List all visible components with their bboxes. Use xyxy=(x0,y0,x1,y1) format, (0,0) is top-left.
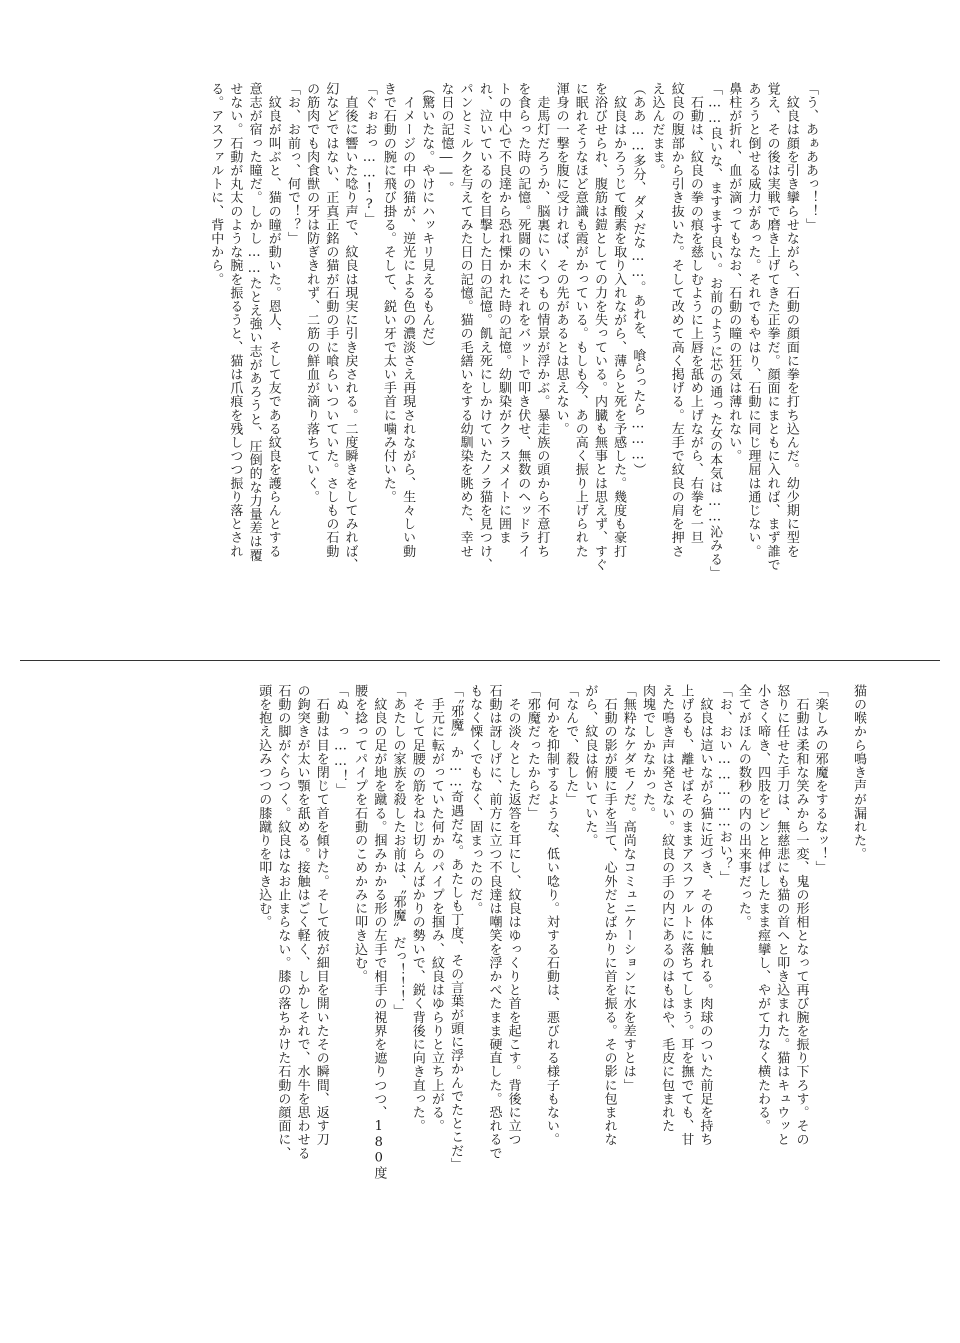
text-line: 「ぬ、っ……！」 xyxy=(332,684,348,797)
text-line: 全てがほんの数秒の内の出来事だった。 xyxy=(735,684,751,929)
text-line: あろうと倒せる威力があった。それでもやはり、石動に同じ理屈は通じない。 xyxy=(745,82,761,558)
text-line: 「ぐぉおっ……!?」 xyxy=(361,82,377,226)
text-line: 石動の脚がぐらつく。紋良はなお止まらない。膝の落ちかけた石動の顔面に、 xyxy=(275,684,291,1160)
text-line: もなく慄くでもなく、固まったのだ。 xyxy=(467,684,483,916)
text-line: を食らった時の記憶。死闘の末にそれをバットで叩き伏せ、無数のヘッドライ xyxy=(515,82,531,558)
text-line: 腰を捻ってパイプを石動のこめかみに叩き込む。 xyxy=(352,684,368,984)
text-line: を浴びせられ、腹筋は鎧としての力を失っている。内臓も無事とは思えず、すぐ xyxy=(591,82,607,572)
text-line: トの中心で不良達から恐れ慄かれた時の記憶。幼馴染がクラスメイトに囲ま xyxy=(496,82,511,545)
text-line: 石動は、紋良の拳の痕を慈しむように上唇を舐め上げながら、右拳を一旦 xyxy=(687,82,703,545)
text-line: 「無粋なケダモノだ。高尚なコミュニケーションに水を差すとは」 xyxy=(620,684,636,1092)
text-line: 「楽しみの邪魔をするなッ！」 xyxy=(812,684,828,875)
text-line: 上げるも、離せばそのままアスファルトに落ちてしまう。耳を撫でても、甘 xyxy=(678,684,694,1147)
text-line: 紋良の腹部から引き抜いた。そして改めて高く掲げる。左手で紋良の肩を押さ xyxy=(668,82,684,558)
text-line: 直後に響いた唸り声で、紋良は現実に引き戻される。二度瞬きをしてみれば、 xyxy=(342,82,358,572)
text-line: 石動の影が腰に手を当て、心外だとばかりに首を振る。その影に包まれな xyxy=(601,684,617,1147)
text-line: 紋良はかろうじて酸素を取り入れながら、薄らと死を予感した。幾度も豪打 xyxy=(611,82,627,558)
text-line: がら、紋良は俯いていた。 xyxy=(582,684,598,848)
text-line: その淡々とした返答を耳にし、紋良はゆっくりと首を起こす。背後に立つ xyxy=(505,684,521,1147)
text-line: イメージの中の猫が、逆光による色の濃淡さえ再現されながら、生々しい動 xyxy=(400,82,416,558)
text-line xyxy=(830,684,849,1236)
section-divider xyxy=(20,660,940,661)
text-line: パンとミルクを与えてみた日の記憶。猫の毛繕いをする幼馴染を眺めた、幸せ xyxy=(457,82,473,558)
text-line: に眠れそうなほど意識も霞がかっている。もしも今、あの高く振り上げられた xyxy=(572,82,588,558)
text-line: え込んだまま。 xyxy=(649,82,665,178)
text-line: （ああ……多分、ダメだな……。あれを、喰らったら………） xyxy=(630,82,646,477)
text-line: 石動は目を閉じて首を傾けた。そして彼が細目を開いたその瞬間、返す刀 xyxy=(313,684,329,1147)
text-line: 何かを抑制するような、低い唸り。対する石動は、悪びれる様子もない。 xyxy=(544,684,559,1147)
text-line: そして足腰の筋をねじ切らんばかりの勢いで、鋭く背後に向き直った。 xyxy=(409,684,425,1133)
text-line: えた鳴き声は発さない。紋良の手の内にあるのはもはや、毛皮に包まれた xyxy=(659,684,675,1133)
text-line: 鼻柱が折れ、血が滴ってもなお、石動の瞳の狂気は薄れない。 xyxy=(726,82,742,463)
text-line: る。アスファルトに、背中から。 xyxy=(208,82,224,286)
text-line: 走馬灯だろうか、脳裏にいくつもの情景が浮かぶ。暴走族の頭から不意打ち xyxy=(534,82,550,558)
text-line: せない。石動が丸太のような腕を振るうと、猫は爪痕を残しつつ振り落とされ xyxy=(227,82,243,558)
text-line: 「〝邪魔〟か……奇遇だな。あたしも丁度、その言葉が頭に浮かんでたとこだ」 xyxy=(448,684,464,1172)
text-line: 石動は訝しげに、前方に立つ不良達は嘲笑を浮かべたまま硬直した。恐れるで xyxy=(486,684,502,1160)
text-line: 「……良いな、ますます良い。お前のように芯の通った女の本気は……沁みる」 xyxy=(707,82,723,580)
text-line: 「お、おい……………おい？」 xyxy=(716,684,732,885)
text-line: 怒りに任せた手刀は、無慈悲にも猫の首へと叩き込まれた。猫はキュウッと xyxy=(774,684,790,1147)
text-line: 「お、お前っ、何で！？」 xyxy=(284,82,300,246)
text-line: の筋肉でも肉食獣の牙は防ぎきれず、二筋の鮮血が滴り落ちていく。 xyxy=(304,82,320,504)
text-line: 「邪魔だったからだ」 xyxy=(524,684,540,820)
text-line: 肉塊でしかなかった。 xyxy=(639,684,655,820)
text-line: 意志が宿った瞳だ。しかし……たとえ強い志があろうと、圧倒的な力量差は覆 xyxy=(246,82,262,562)
text-line: 小さく啼き、四肢をピンと伸ばしたまま痙攣し、やがて力なく横たわる。 xyxy=(755,684,771,1133)
text-line: 石動は柔和な笑みから一変、鬼の形相となって再び腕を振り下ろす。その xyxy=(793,684,809,1147)
upper-text-block xyxy=(120,82,820,634)
text-line: 渾身の一撃を腹に受ければ、その先があるとは思えない。 xyxy=(553,82,569,436)
text-line: 覚え、その後は実戦で磨き上げてきた正拳だ。顔面にまともに入れば、まず誰で xyxy=(764,82,780,572)
text-line: 紋良は這いながら猫に近づき、その体に触れる。肉球のついた前足を持ち xyxy=(697,684,713,1147)
text-line: 手元に転がっていた何かのパイプを掴み、紋良はゆらりと立ち上がる。 xyxy=(428,684,444,1133)
text-line: 幻などではない、正真正銘の猫が石動の手に喰らいついていた。さしもの石動 xyxy=(323,82,339,558)
text-line: きで石動の腕に飛び掛る。そして、鋭い牙で太い手首に噛み付いた。 xyxy=(380,82,396,504)
text-line: 「あたしの家族を殺したお前は、〝邪魔〟だっ！！！」 xyxy=(390,684,406,1018)
text-line: 「なんで、殺した」 xyxy=(563,684,579,807)
lower-text-block xyxy=(148,684,868,1236)
text-line: の鉤突きが太い顎を舐める。接触はごく軽く、しかしそれで、水牛を思わせる xyxy=(294,684,310,1160)
text-line: （驚いたな。やけにハッキリ見えるもんだ） xyxy=(419,82,435,354)
text-line: 「う、あぁああっ！！」 xyxy=(803,82,818,232)
text-line: 紋良が叫ぶと、猫の瞳が動いた。恩人、そして友である紋良を護らんとする xyxy=(265,82,281,558)
text-line: 猫の喉から鳴き声が漏れた。 xyxy=(851,684,866,861)
text-line: な日の記憶――。 xyxy=(438,82,454,195)
text-line: 頭を抱え込みつつの膝蹴りを叩き込む。 xyxy=(256,684,272,929)
text-line: 紋良は顔を引き攣らせながら、石動の顔面に拳を打ち込んだ。幼少期に型を xyxy=(783,82,799,558)
text-line: 紋良の足が地を蹴る。掴みかかる形の左手で相手の視界を遮りつつ、180度 xyxy=(371,684,387,1180)
text-line: れ、泣いているのを目撃した日の記憶。飢え死にしかけていたノラ猫を見つけ、 xyxy=(476,82,492,572)
